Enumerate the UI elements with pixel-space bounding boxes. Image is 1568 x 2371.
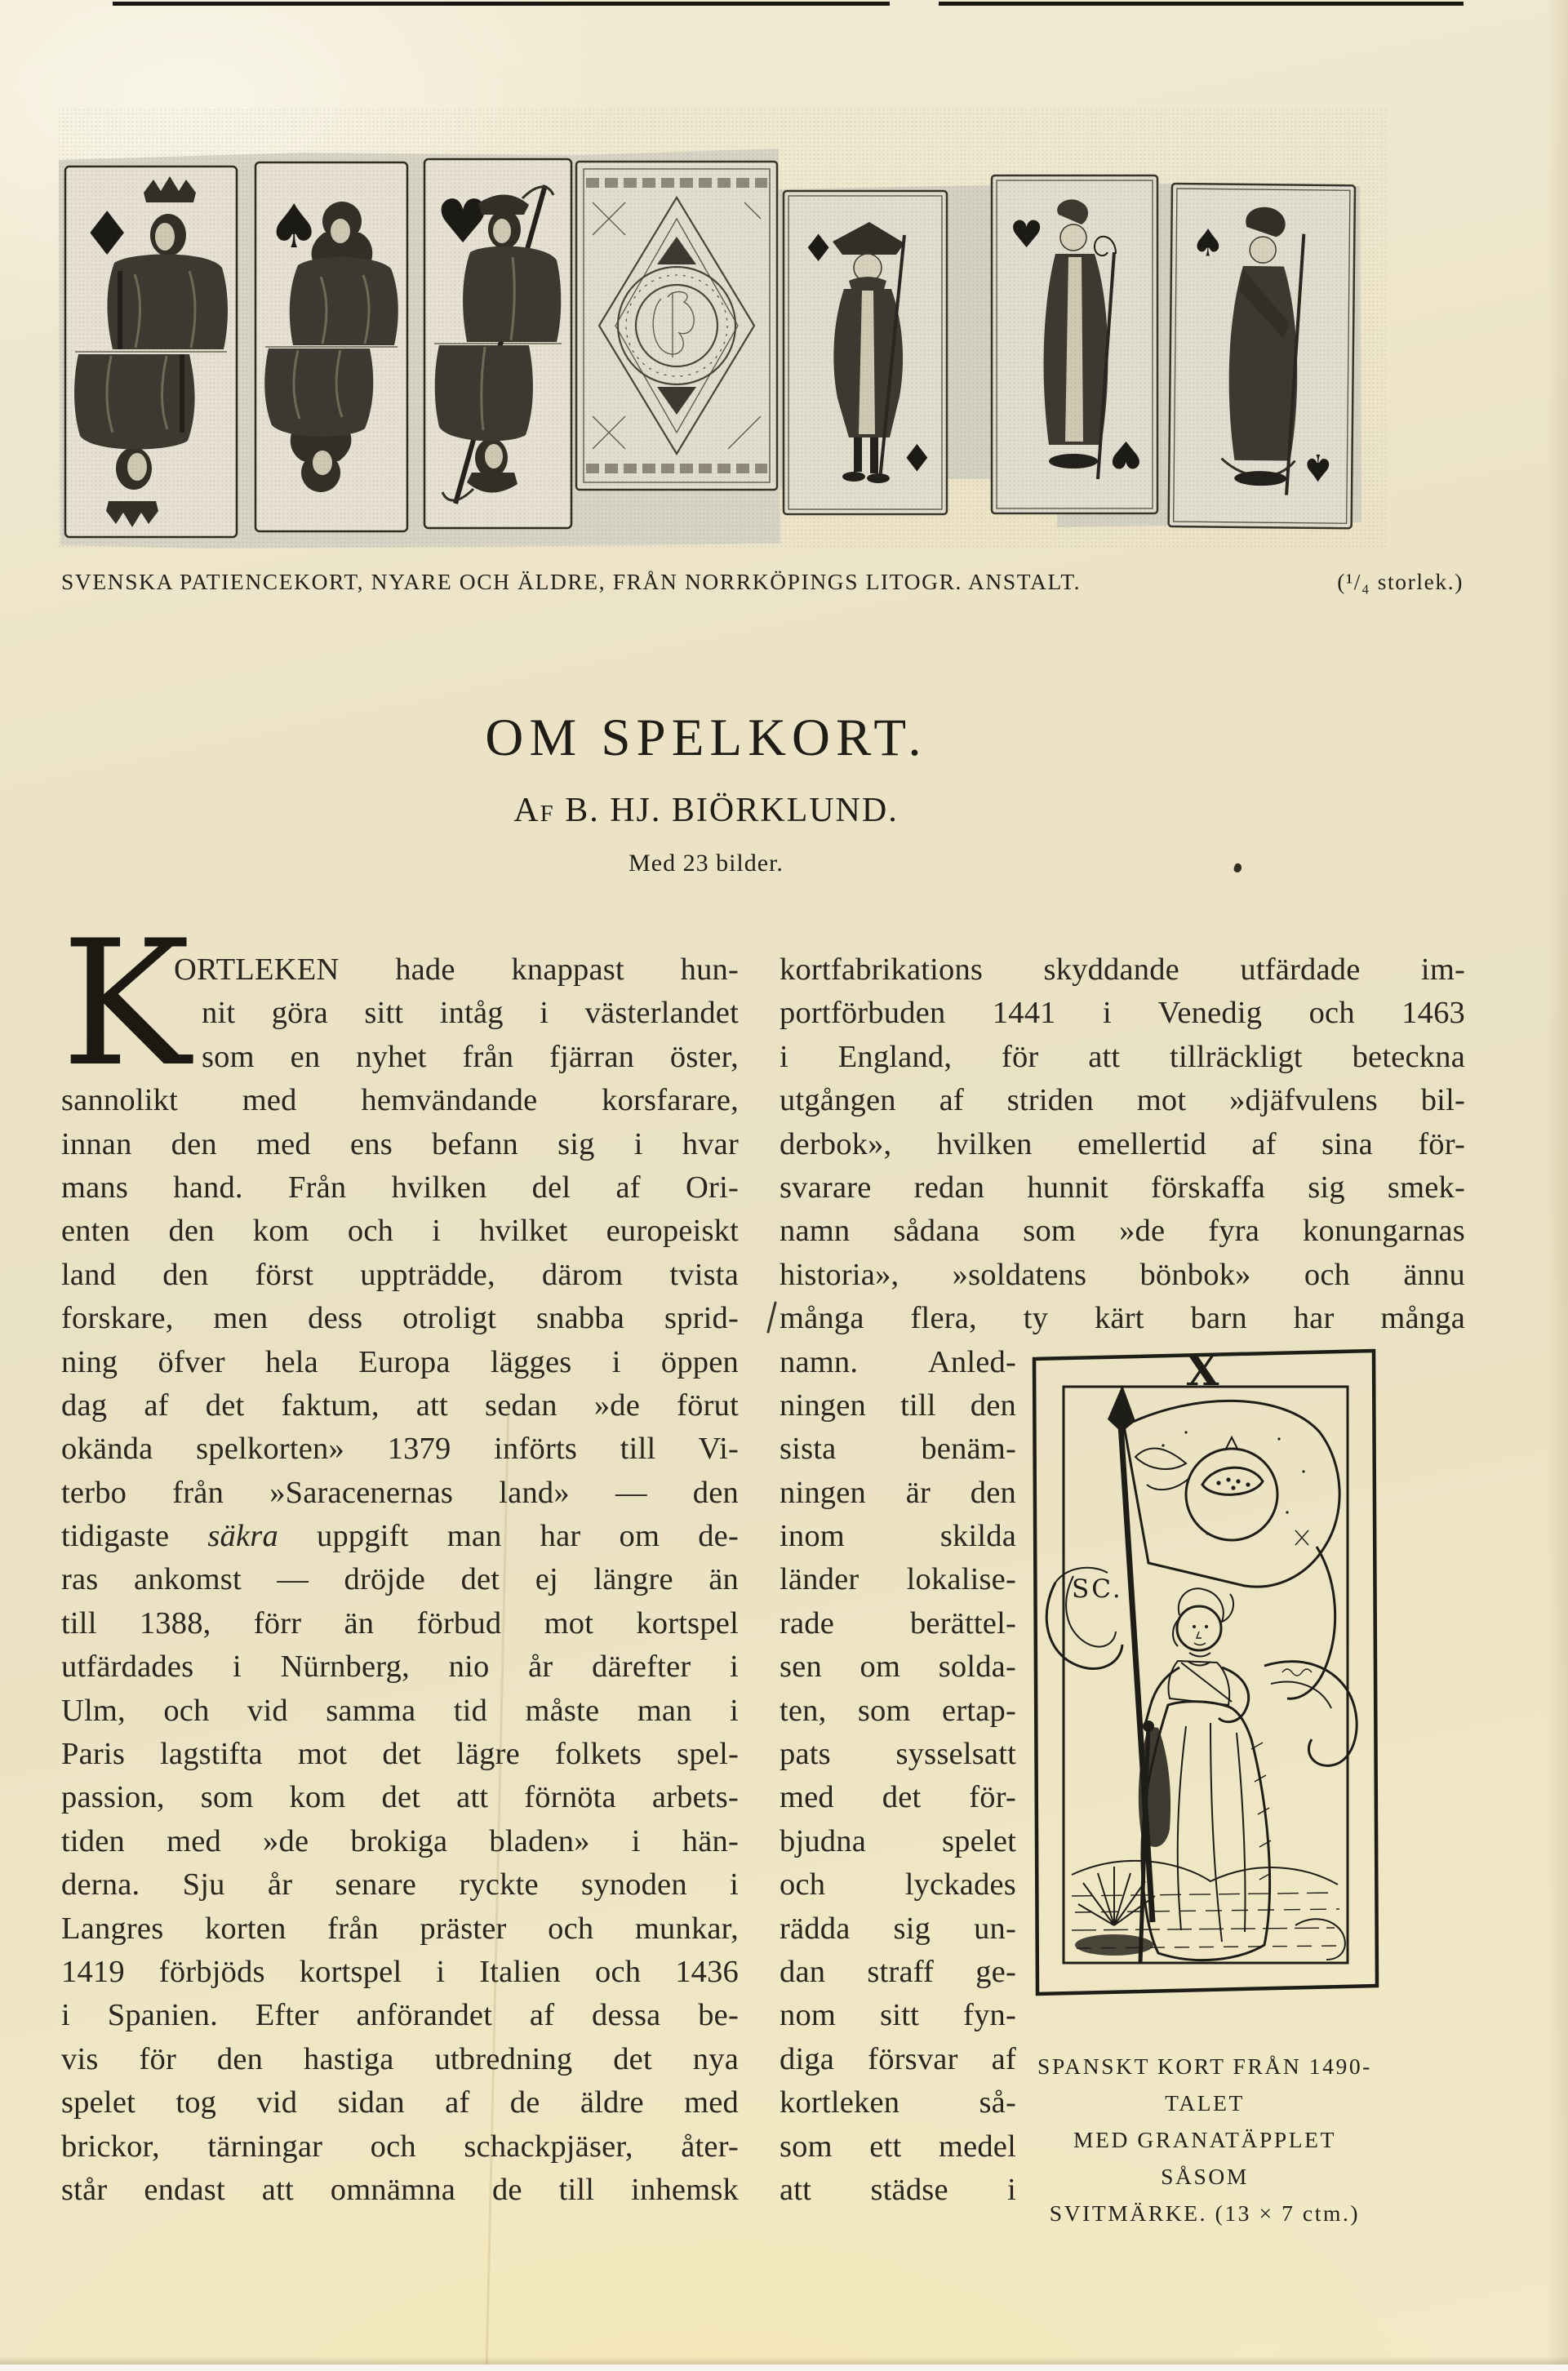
text-line: i England, för att tillräckligt beteckna (780, 1039, 1465, 1074)
text-line: okända spelkorten» 1379 införts till Vi- (61, 1432, 739, 1467)
article-title: OM SPELKORT. (485, 708, 927, 767)
text-line: derbok», hvilken emellertid af sina för- (780, 1126, 1465, 1161)
page-bottom-shadow (0, 2356, 1568, 2364)
top-rule-right (939, 2, 1464, 6)
card-top-mark: X (1186, 1345, 1219, 1396)
text-line: ras ankomst — dröjde det ej längre än (61, 1562, 739, 1597)
caption-line: SVITMÄRKE. (13 × 7 ctm.) (1049, 2200, 1361, 2226)
text-line: pats sysselsatt (780, 1737, 1016, 1772)
scan-edge (0, 2364, 1568, 2371)
text-line: brickor, tärningar och schackpjäser, åter- (61, 2129, 739, 2164)
text-line: ten, som ertap- (780, 1693, 1016, 1728)
text-line: står endast att omnämna de till inhemsk (61, 2172, 739, 2207)
text-line: portförbuden 1441 i Venedig och 1463 (780, 996, 1465, 1031)
text-line: innan den med ens befann sig i hvar (61, 1126, 739, 1161)
text-line: dan straff ge- (780, 1954, 1016, 1989)
text-line: utgången af striden mot »djäfvulens bil- (780, 1083, 1465, 1118)
text-line: forskare, men dess otroligt snabba sprid- (61, 1301, 739, 1336)
text-line: nom sitt fyn- (780, 1998, 1016, 2033)
drop-cap: K (61, 903, 191, 1104)
ribbon-inscription: SC. (1072, 1574, 1123, 1604)
text-line: kortleken så- (780, 2085, 1016, 2120)
article-body (61, 903, 1465, 2231)
text-line: diga försvar af (780, 2041, 1016, 2076)
spanish-card-figure (1026, 1341, 1384, 2231)
text-line: Langres korten från präster och munkar, (61, 1911, 739, 1946)
text-line: sen om solda- (780, 1649, 1016, 1685)
text-line: tiden med »de brokiga bladen» i hän- (61, 1823, 739, 1858)
text-line: derna. Sju år senare ryckte synoden i (61, 1867, 739, 1903)
text-line: tidigaste säkra uppgift man har om de- (61, 1519, 739, 1554)
article-heading (61, 708, 1351, 878)
article-subtitle: Med 23 bilder. (629, 850, 784, 877)
text-line: ningen är den (780, 1475, 1016, 1510)
text-line: kortfabrikations skyddande utfärdade im- (780, 952, 1465, 987)
text-line: passion, som kom det att förnöta arbets- (61, 1780, 739, 1815)
text-line: många flera, ty kärt barn har många (780, 1301, 1465, 1336)
playing-cards-photo (57, 108, 1386, 548)
text-line: ning öfver hela Europa lägges i öppen (61, 1344, 739, 1379)
text-line: länder lokalise- (780, 1562, 1016, 1597)
text-line: rädda sig un- (780, 1911, 1016, 1946)
playing-cards-illustration (57, 108, 1386, 548)
text-line: mans hand. Från hvilken del af Ori- (61, 1170, 739, 1205)
text-line: utfärdades i Nürnberg, nio år därefter i (61, 1649, 739, 1685)
text-line: att städse i (780, 2172, 1016, 2207)
text-line: dag af det faktum, att sedan »de förut (61, 1388, 739, 1423)
text-line: som ett medel (780, 2129, 1016, 2164)
spanish-card-illustration (1026, 1341, 1384, 2004)
text-line: bjudna spelet (780, 1823, 1016, 1858)
text-line: i Spanien. Efter anförandet af dessa be- (61, 1998, 739, 2033)
text-line: som en nyhet från fjärran öster, (202, 1039, 739, 1074)
caption-line: SPANSKT KORT FRÅN 1490-TALET (1037, 2053, 1372, 2116)
text-line: historia», »soldatens bönbok» och ännu (780, 1257, 1465, 1292)
text-line: land den först uppträdde, därom tvista (61, 1257, 739, 1292)
column-right (780, 948, 1465, 2231)
text-line: nit göra sitt intåg i västerlandet (202, 996, 739, 1031)
photo-caption-text: SVENSKA PATIENCEKORT, NYARE OCH ÄLDRE, FRÅN NORRKÖPINGS LITOGR. ANSTALT. (61, 569, 1082, 594)
photo-caption (61, 565, 1464, 599)
page-edge-shadow (1547, 0, 1568, 2371)
text-line: och lyckades (780, 1867, 1016, 1903)
text-line: inom skilda (780, 1519, 1016, 1554)
text-line: spelet tog vid sidan af de äldre med (61, 2085, 739, 2120)
text-line: ORTLEKEN hade knappast hun- (174, 952, 739, 987)
column-left (61, 903, 739, 2212)
text-line: sannolikt med hemvändande korsfarare, (61, 1083, 739, 1118)
text-line: namn sådana som »de fyra konungarnas (780, 1214, 1465, 1249)
text-line: enten den kom och i hvilket europeiskt (61, 1214, 739, 1249)
text-line: 1419 förbjöds kortspel i Italien och 1436 (61, 1954, 739, 1989)
photo-caption-size-note: (¹/₄ storlek.) (1337, 569, 1464, 594)
caption-line: MED GRANATÄPPLET SÅSOM (1073, 2126, 1336, 2189)
text-line: terbo från »Saracenernas land» — den (61, 1475, 739, 1510)
text-line: Ulm, och vid samma tid måste man i (61, 1693, 739, 1728)
text-line: sista benäm- (780, 1432, 1016, 1467)
text-line: vis för den hastiga utbredning det nya (61, 2041, 739, 2076)
text-line: med det för- (780, 1780, 1016, 1815)
top-rule-left (113, 2, 890, 6)
narrow-text-column (780, 1341, 1016, 2213)
spanish-card-caption (1026, 2048, 1384, 2231)
text-line: till 1388, förr än förbud mot kortspel (61, 1605, 739, 1641)
text-line: rade berättel- (780, 1605, 1016, 1641)
text-line: ningen till den (780, 1388, 1016, 1423)
text-line: Paris lagstifta mot det lägre folkets spel- (61, 1737, 739, 1772)
text-line: namn. Anled- (780, 1344, 1016, 1379)
article-byline: Af B. HJ. BIÖRKLUND. (513, 792, 899, 829)
text-line: svarare redan hunnit förskaffa sig smek- (780, 1170, 1465, 1205)
